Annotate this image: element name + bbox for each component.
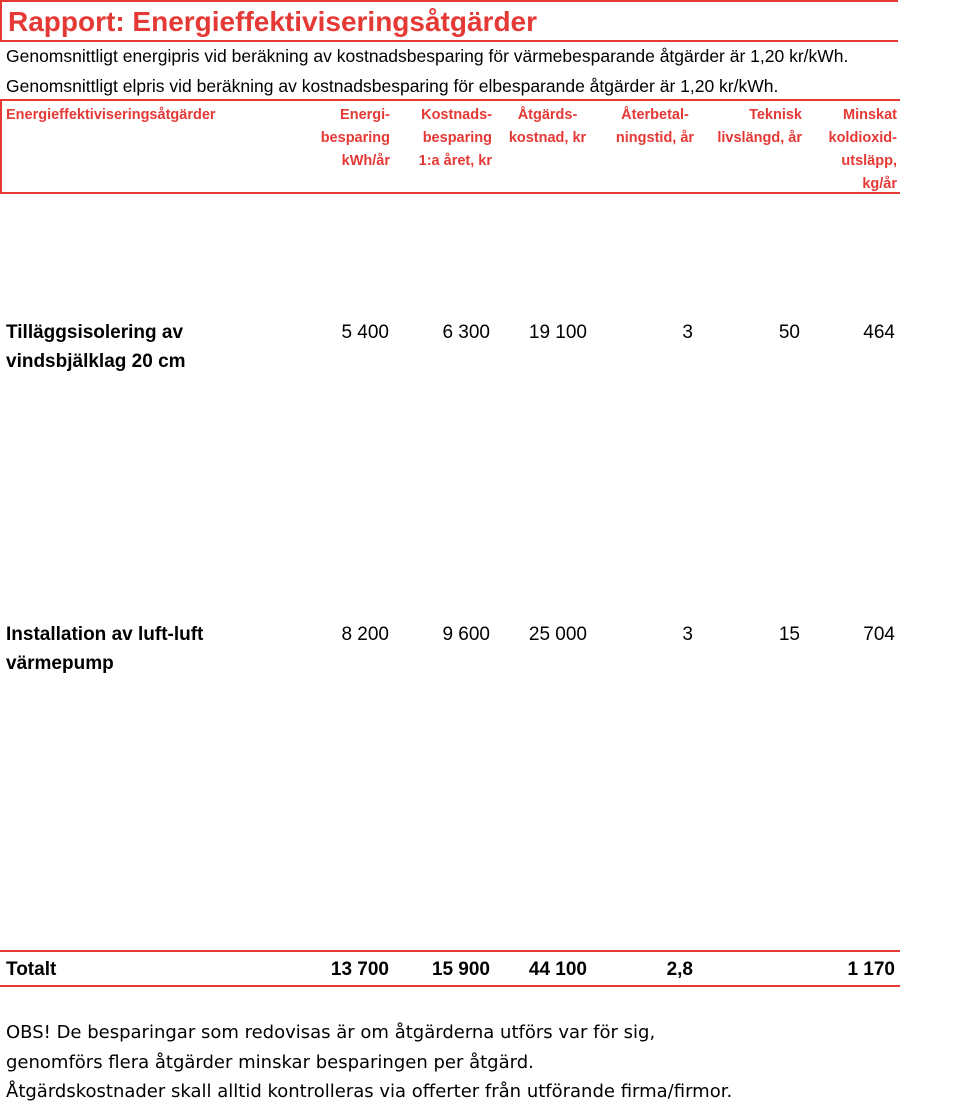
total-label: Totalt [6,959,57,980]
row-energy: 8 200 [341,624,389,645]
row-measure-cost: 25 000 [528,624,587,645]
intro-el-price: Genomsnittligt elpris vid beräkning av kostnadsbesparing för elbesparande åtgärder är 1,20 kr/kWh. [6,76,779,96]
row-payback: 3 [682,624,693,645]
table-row [6,318,186,376]
row-energy: 5 400 [341,322,389,343]
report-title-box [0,0,898,42]
header-measure: Energieffektiviseringsåtgärder [6,107,216,123]
note-line: OBS! De besparingar som redovisas är om åtgärderna utförs var för sig, [6,1022,656,1043]
row-co2: 704 [863,624,895,645]
header-measure-cost: Åtgärds- kostnad, kr [508,107,587,146]
total-payback: 2,8 [666,959,693,980]
header-energy-saving: Energi- besparing kWh/år [320,107,390,169]
total-top-border [0,950,900,952]
row-lifetime: 50 [778,322,800,343]
note-line: genomförs flera åtgärder minskar besparingen per åtgärd. [6,1052,534,1073]
header-co2: Minskat koldioxid- utsläpp, kg/år [828,107,897,192]
intro-heat-price: Genomsnittligt energipris vid beräkning av kostnadsbesparing för värmebesparande åtgärder är 1,20 kr/kWh. [6,46,849,66]
row-cost-saving: 6 300 [442,322,490,343]
total-measure-cost: 44 100 [528,959,587,980]
total-cost-saving: 15 900 [431,959,490,980]
row-lifetime: 15 [778,624,800,645]
header-cost-saving: Kostnads- besparing 1:a året, kr [418,107,492,169]
row-co2: 464 [863,322,895,343]
row-payback: 3 [682,322,693,343]
header-lifetime: Teknisk livslängd, år [717,107,802,146]
row-label-line: vindsbjälklag 20 cm [6,351,186,372]
row-label-line: värmepump [6,653,114,674]
row-label-line: Installation av luft-luft [6,624,204,645]
report-title: Rapport: Energieffektiviseringsåtgärder [8,6,538,37]
row-label-line: Tilläggsisolering av [6,322,184,343]
total-co2: 1 170 [847,959,895,980]
row-measure-cost: 19 100 [528,322,587,343]
total-energy: 13 700 [330,959,389,980]
table-row [6,620,203,678]
note-line: Åtgärdskostnader skall alltid kontrolleras via offerter från utförande firma/firmor. [6,1081,733,1102]
row-cost-saving: 9 600 [442,624,490,645]
header-payback: Återbetal- ningstid, år [615,107,695,146]
total-bottom-border [0,985,900,987]
